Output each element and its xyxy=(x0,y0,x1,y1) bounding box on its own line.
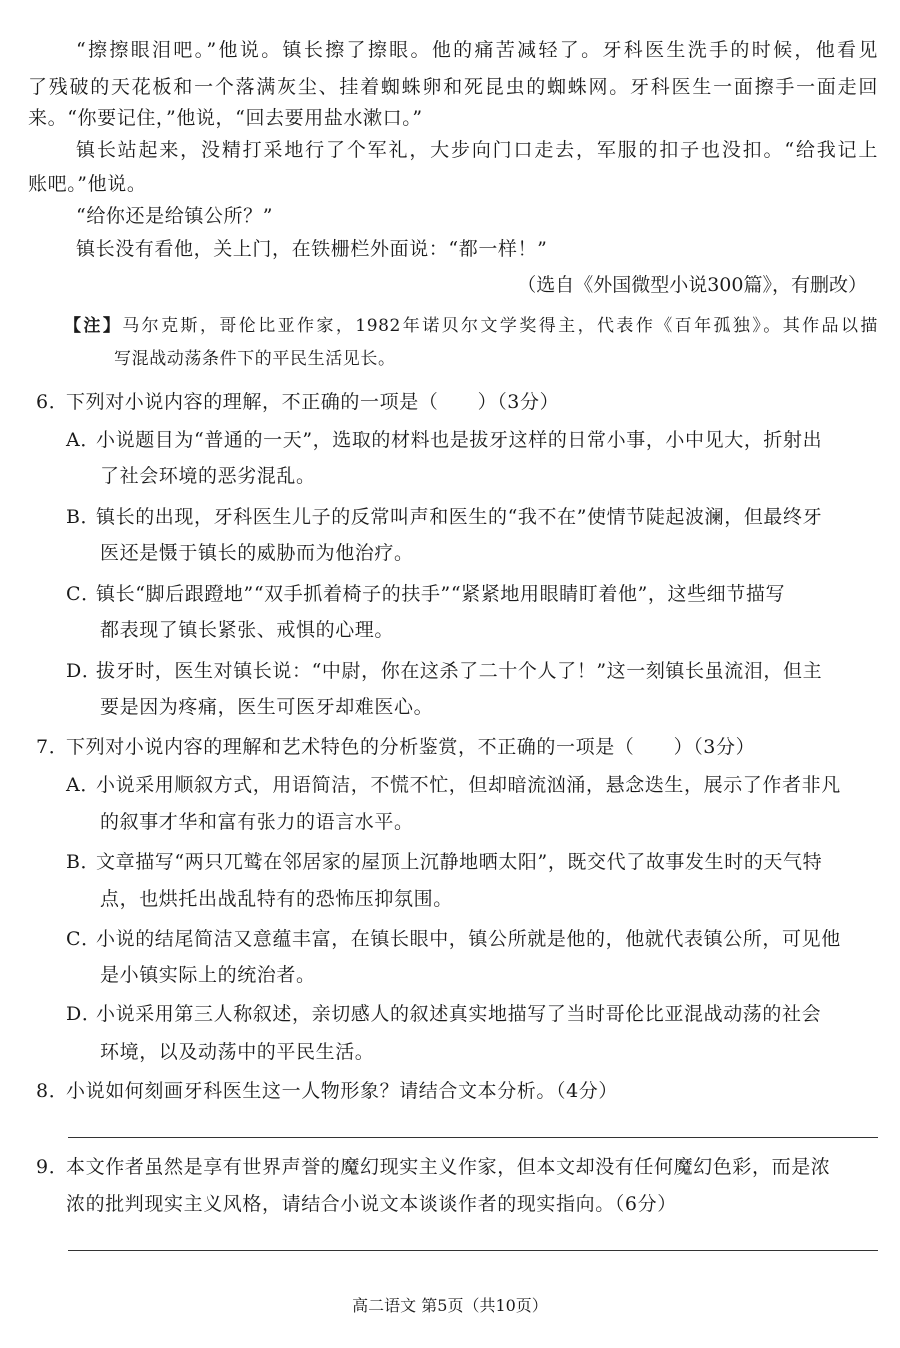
passage-line: “给你还是给镇公所？” xyxy=(76,205,274,227)
option-label: D． xyxy=(66,1003,102,1025)
option-7b-cont: 点，也烘托出战乱特有的恐怖压抑氛围。 xyxy=(100,888,453,910)
question-stem: 下列对小说内容的理解和艺术特色的分析鉴赏，不正确的一项是（ ）（3分） xyxy=(66,736,756,758)
option-text: 小说采用顺叙方式，用语简洁，不慌不忙，但却暗流汹涌，悬念迭生，展示了作者非凡 xyxy=(96,774,841,796)
question-9 xyxy=(36,1153,830,1181)
option-label: D． xyxy=(66,660,102,682)
question-stem: 本文作者虽然是享有世界声誉的魔幻现实主义作家，但本文却没有任何魔幻色彩，而是浓 xyxy=(66,1156,831,1178)
passage-line: “擦擦眼泪吧。”他说。镇长擦了擦眼。他的痛苦减轻了。牙科医生洗手的时候，他看见 xyxy=(76,39,878,61)
option-7b xyxy=(66,848,822,876)
option-text: 小说采用第三人称叙述，亲切感人的叙述真实地描写了当时哥伦比亚混战动荡的社会 xyxy=(96,1003,822,1025)
answer-line-9[interactable] xyxy=(68,1250,878,1251)
note-line-1 xyxy=(64,312,878,340)
option-text: 小说题目为“普通的一天”，选取的材料也是拔牙这样的日常小事，小中见大，折射出 xyxy=(96,429,823,451)
passage-line: 账吧。”他说。 xyxy=(28,173,147,195)
option-text: 镇长的出现，牙科医生儿子的反常叫声和医生的“我不在”使情节陡起波澜，但最终牙 xyxy=(96,506,823,528)
passage-line: 镇长没有看他，关上门，在铁栅栏外面说：“都一样！” xyxy=(76,238,548,260)
answer-line-8[interactable] xyxy=(68,1137,878,1138)
option-label: C． xyxy=(66,583,101,605)
question-stem: 小说如何刻画牙科医生这一人物形象？请结合文本分析。（4分） xyxy=(66,1080,618,1102)
question-number: 7． xyxy=(36,736,69,758)
option-text: 镇长“脚后跟蹬地”“双手抓着椅子的扶手”“紧紧地用眼睛盯着他”，这些细节描写 xyxy=(96,583,786,605)
option-6c xyxy=(66,580,785,608)
question-number: 6． xyxy=(36,391,69,413)
option-6b xyxy=(66,503,822,531)
option-label: B． xyxy=(66,851,101,873)
question-8 xyxy=(36,1077,618,1105)
option-6d-cont: 要是因为疼痛，医生可医牙却难医心。 xyxy=(100,696,434,718)
passage-source: （选自《外国微型小说300篇》，有删改） xyxy=(517,274,867,296)
note-line-2: 写混战动荡条件下的平民生活见长。 xyxy=(114,349,396,369)
passage-line: 镇长站起来，没精打采地行了个军礼，大步向门口走去，军服的扣子也没扣。“给我记上 xyxy=(76,139,878,161)
question-number: 9． xyxy=(36,1156,69,1178)
option-7a xyxy=(66,771,841,799)
passage-line: 了残破的天花板和一个落满灰尘、挂着蜘蛛卵和死昆虫的蜘蛛网。牙科医生一面擦手一面走回 xyxy=(28,76,878,98)
option-6a xyxy=(66,426,822,454)
question-stem: 下列对小说内容的理解，不正确的一项是（ ）（3分） xyxy=(66,391,560,413)
option-label: B． xyxy=(66,506,101,528)
option-label: A． xyxy=(66,429,100,451)
option-label: A． xyxy=(66,774,100,796)
option-7a-cont: 的叙事才华和富有张力的语言水平。 xyxy=(100,811,414,833)
passage-line: 来。“你要记住，”他说，“回去要用盐水漱口。” xyxy=(28,107,423,129)
option-6d xyxy=(66,657,822,685)
option-6a-cont: 了社会环境的恶劣混乱。 xyxy=(100,465,316,487)
option-6b-cont: 医还是慑于镇长的威胁而为他治疗。 xyxy=(100,542,414,564)
note-text: 马尔克斯，哥伦比亚作家，1982年诺贝尔文学奖得主，代表作《百年孤独》。其作品以描 xyxy=(122,316,878,336)
option-text: 小说的结尾简洁又意蕴丰富，在镇长眼中，镇公所就是他的，他就代表镇公所，可见他 xyxy=(96,928,841,950)
option-7d xyxy=(66,1000,821,1028)
option-text: 文章描写“两只兀鹫在邻居家的屋顶上沉静地晒太阳”，既交代了故事发生时的天气特 xyxy=(96,851,823,873)
question-7 xyxy=(36,733,755,761)
option-6c-cont: 都表现了镇长紧张、戒惧的心理。 xyxy=(100,619,395,641)
question-number: 8． xyxy=(36,1080,69,1102)
note-tag: 【注】 xyxy=(64,316,123,336)
option-7c-cont: 是小镇实际上的统治者。 xyxy=(100,964,316,986)
option-7d-cont: 环境，以及动荡中的平民生活。 xyxy=(100,1041,375,1063)
question-6 xyxy=(36,388,559,416)
page-footer: 高二语文 第5页（共10页） xyxy=(352,1296,548,1315)
option-7c xyxy=(66,925,841,953)
option-text: 拔牙时，医生对镇长说：“中尉，你在这杀了二十个人了！”这一刻镇长虽流泪，但主 xyxy=(96,660,823,682)
option-label: C． xyxy=(66,928,101,950)
question-9-cont: 浓的批判现实主义风格，请结合小说文本谈谈作者的现实指向。（6分） xyxy=(66,1193,677,1215)
